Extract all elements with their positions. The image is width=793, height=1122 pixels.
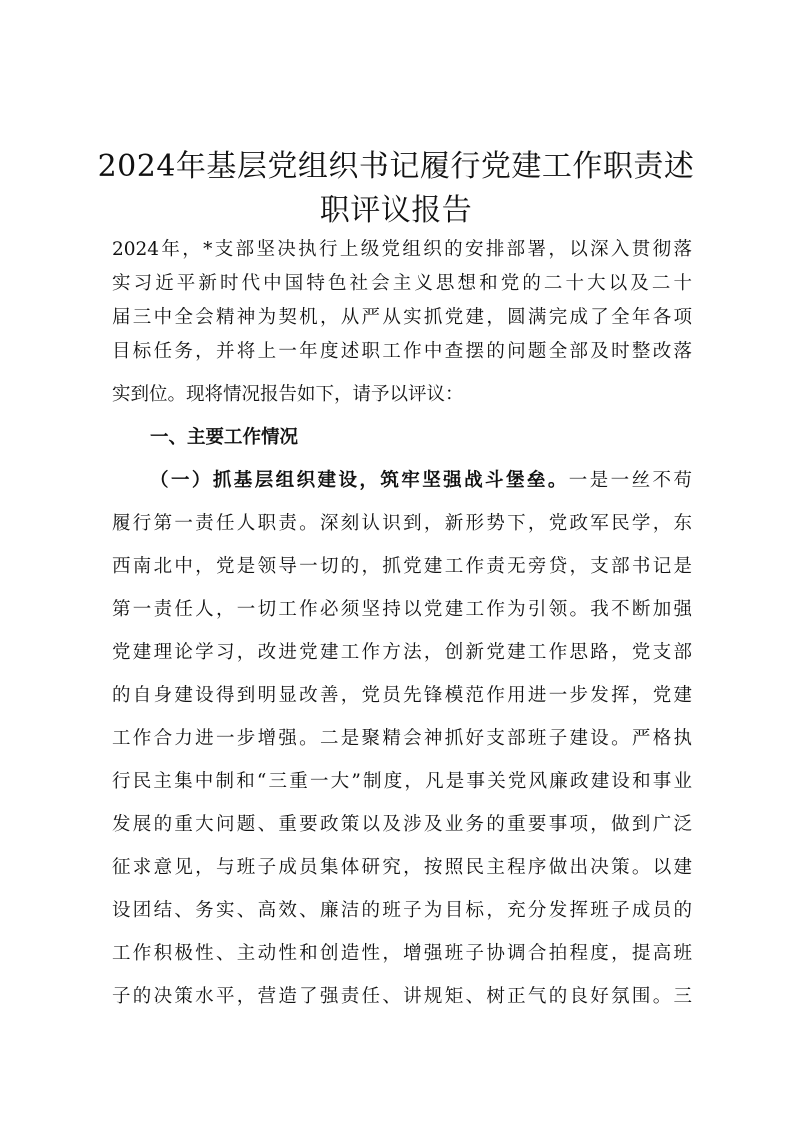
section-heading: 一、主要工作情况 [150, 427, 299, 448]
body-line: 第一责任人，一切工作必须坚持以党建工作为引领。我不断加强 [112, 599, 692, 620]
body-line: 西南北中，党是领导一切的，抓党建工作责无旁贷，支部书记是 [112, 556, 692, 577]
intro-line: 实到位。现将情况报告如下，请予以评议： [112, 384, 464, 405]
document-title-line-1: 2024年基层党组织书记履行党建工作职责述 [97, 149, 695, 184]
intro-line: 目标任务，并将上一年度述职工作中查摆的问题全部及时整改落 [112, 341, 692, 362]
subsection-first-line [150, 466, 692, 496]
body-line: 行民主集中制和“三重一大”制度，凡是事关党风廉政建设和事业 [112, 771, 692, 792]
intro-line: 2024年，*支部坚决执行上级党组织的安排部署，以深入贯彻落 [112, 239, 692, 260]
body-line: 发展的重大问题、重要政策以及涉及业务的重要事项，做到广泛 [112, 814, 692, 835]
body-line: 的自身建设得到明显改善，党员先锋模范作用进一步发挥，党建 [112, 685, 692, 706]
body-line: 工作合力进一步增强。二是聚精会神抓好支部班子建设。严格执 [112, 728, 692, 749]
body-line: 设团结、务实、高效、廉洁的班子为目标，充分发挥班子成员的 [112, 900, 692, 921]
intro-line: 实习近平新时代中国特色社会主义思想和党的二十大以及二十 [112, 273, 692, 294]
intro-line: 届三中全会精神为契机，从严从实抓党建，圆满完成了全年各项 [112, 307, 692, 328]
subsection-first-rest: 一是一丝不苟 [568, 470, 692, 491]
body-line: 履行第一责任人职责。深刻认识到，新形势下，党政军民学，东 [112, 513, 692, 534]
document-title-line-2: 职评议报告 [319, 193, 473, 228]
body-line: 征求意见，与班子成员集体研究，按照民主程序做出决策。以建 [112, 857, 692, 878]
body-line: 子的决策水平，营造了强责任、讲规矩、树正气的良好氛围。三 [112, 986, 692, 1007]
subsection-heading: （一）抓基层组织建设，筑牢坚强战斗堡垒。 [150, 470, 569, 491]
body-line: 工作积极性、主动性和创造性，增强班子协调合拍程度，提高班 [112, 943, 692, 964]
body-line: 党建理论学习，改进党建工作方法，创新党建工作思路，党支部 [112, 642, 692, 663]
